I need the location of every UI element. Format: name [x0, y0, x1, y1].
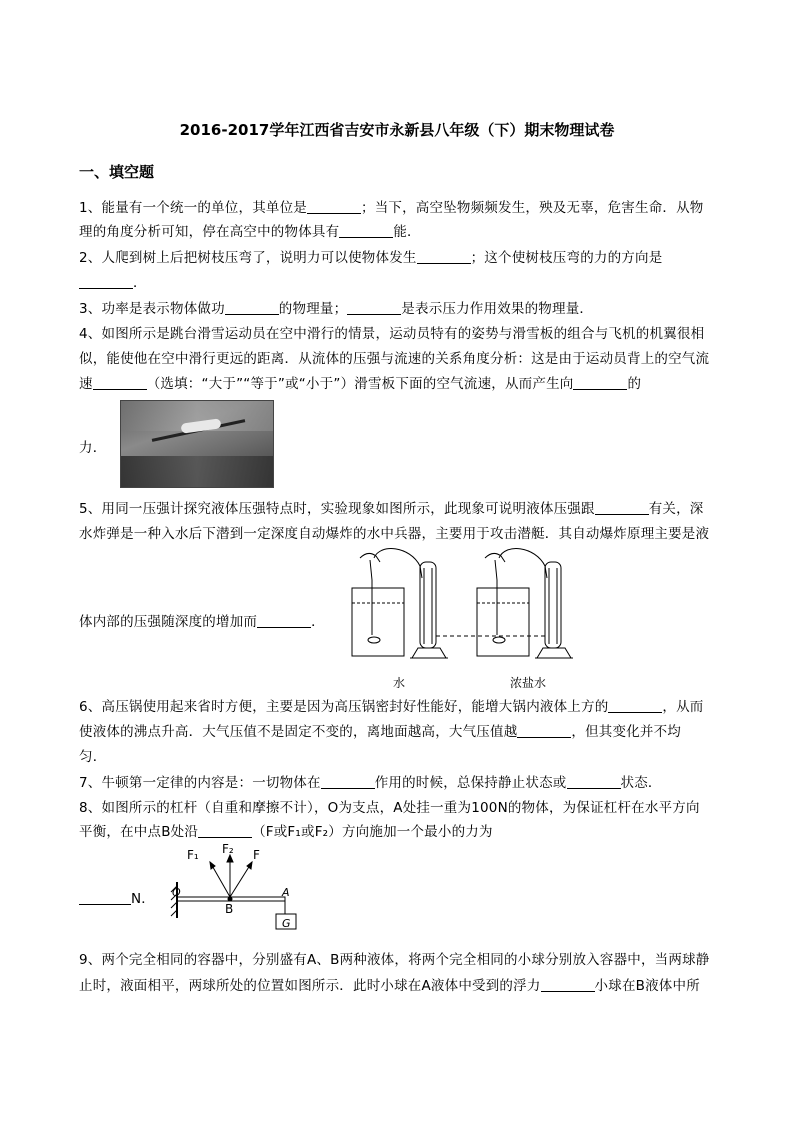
pressure-gauge-figure — [340, 548, 580, 670]
question-6-line-2 — [79, 720, 681, 740]
q1-text-c: 理的角度分析可知，停在高空中的物体具有 — [79, 224, 340, 240]
q2-text-b: ；这个使树枝压弯的力的方向是 — [470, 250, 663, 266]
question-4-line-1: 4、如图所示是跳台滑雪运动员在空中滑行的情景，运动员特有的姿势与滑雪板的组合与飞机的机翼很相 — [79, 326, 705, 342]
question-1-line-2 — [79, 220, 421, 240]
q8-blank-2[interactable] — [79, 890, 131, 905]
question-5-line-2: 水炸弹是一种入水后下潜到一定深度自动爆炸的水中兵器，主要用于攻击潜艇．其自动爆炸原理主要是液 — [79, 526, 710, 542]
q6-text-d: ，但其变化并不均 — [571, 724, 682, 740]
q6-text-a: 6、高压锅使用起来省时方便，主要是因为高压锅密封好性能好，能增大锅内液体上方的 — [79, 699, 609, 715]
q6-text-c: 使液体的沸点升高．大气压值不是固定不变的，离地面越高，大气压值越 — [79, 724, 518, 740]
q2-blank-1[interactable] — [417, 249, 471, 264]
q3-text-a: 3、功率是表示物体做功 — [79, 301, 225, 317]
figure-caption-salt-water: 浓盐水 — [510, 676, 547, 690]
q3-text-c: 是表示压力作用效果的物理量． — [401, 301, 594, 317]
q3-text-b: 的物理量； — [278, 301, 348, 317]
q7-blank-1[interactable] — [321, 774, 375, 789]
question-2-line-2 — [79, 271, 147, 291]
q1-blank-1[interactable] — [307, 199, 361, 214]
q3-blank-1[interactable] — [225, 300, 279, 315]
question-5-line-1 — [79, 497, 704, 517]
question-5-line-3 — [79, 610, 325, 630]
q9-text-a: 止时，液面相平，两球所处的位置如图所示．此时小球在A液体中受到的浮力 — [79, 978, 541, 994]
q1-text-d: 能． — [393, 224, 421, 240]
question-8-line-1: 8、如图所示的杠杆（自重和摩擦不计），O为支点，A处挂一重为100N的物体，为保证杠杆在水平方向 — [79, 800, 700, 816]
force-label-F1: F₁ — [187, 848, 199, 862]
q4-text-c: 的 — [627, 376, 642, 392]
q8-text-c: N． — [131, 891, 155, 907]
weight-label-G: G — [282, 917, 291, 930]
q5-text-a: 5、用同一压强计探究液体压强特点时，实验现象如图所示，此现象可说明液体压强跟 — [79, 501, 595, 517]
question-4-line-4: 力． — [79, 440, 107, 456]
q4-text-a: 速 — [79, 376, 93, 392]
q5-blank-1[interactable] — [595, 500, 649, 515]
q7-text-c: 状态． — [620, 775, 662, 791]
question-8-line-2 — [79, 820, 493, 840]
q8-blank-1[interactable] — [198, 823, 252, 838]
q4-blank-1[interactable] — [93, 375, 147, 390]
force-label-F: F — [253, 848, 260, 862]
force-label-F2: F₂ — [222, 842, 234, 856]
q6-blank-1[interactable] — [608, 698, 662, 713]
q8-text-b: （F或F₁或F₂）方向施加一个最小的力为 — [252, 824, 493, 840]
q2-blank-2[interactable] — [79, 274, 133, 289]
q1-text-a: 1、能量有一个统一的单位，其单位是 — [79, 200, 307, 216]
pivot-label-O: O — [172, 886, 181, 899]
q9-text-b: 小球在B液体中所 — [594, 978, 700, 994]
q5-text-c: 体内部的压强随深度的增加而 — [79, 614, 258, 630]
q5-text-d: ． — [311, 614, 325, 630]
q7-text-a: 7、牛顿第一定律的内容是：一切物体在 — [79, 775, 321, 791]
question-3-line-1 — [79, 297, 593, 317]
q2-text-c: ． — [133, 275, 147, 291]
q2-text-a: 2、人爬到树上后把树枝压弯了，说明力可以使物体发生 — [79, 250, 417, 266]
question-9-line-2 — [79, 974, 700, 994]
q9-blank-1[interactable] — [541, 977, 595, 992]
q5-blank-2[interactable] — [257, 613, 311, 628]
question-2-line-1 — [79, 246, 662, 266]
q1-blank-2[interactable] — [339, 223, 393, 238]
question-1-line-1 — [79, 196, 704, 216]
question-6-line-1 — [79, 695, 704, 715]
point-label-B: B — [225, 902, 234, 916]
q1-text-b: ；当下，高空坠物频频发生，殃及无辜，危害生命．从物 — [361, 200, 704, 216]
point-label-A: A — [282, 886, 290, 899]
q4-text-b: （选填：“大于”“等于”或“小于”）滑雪板下面的空气流速，从而产生向 — [146, 376, 574, 392]
q6-text-b: ，从而 — [662, 699, 704, 715]
q7-text-b: 作用的时候，总保持静止状态或 — [374, 775, 567, 791]
q6-blank-2[interactable] — [517, 723, 571, 738]
question-6-line-3: 匀． — [79, 749, 107, 765]
q3-blank-2[interactable] — [347, 300, 401, 315]
question-4-line-3 — [79, 372, 641, 392]
ski-jumper-photo — [120, 400, 274, 488]
q8-text-a: 平衡，在中点B处沿 — [79, 824, 199, 840]
question-4-line-2: 似，能使他在空中滑行更远的距离．从流体的压强与流速的关系角度分析：这是由于运动员背上的空气流 — [79, 351, 710, 367]
section-heading: 一、填空题 — [79, 163, 155, 181]
q5-text-b: 有关，深 — [648, 501, 704, 517]
question-7-line-1 — [79, 771, 662, 791]
question-8-line-3 — [79, 887, 155, 907]
q4-blank-2[interactable] — [573, 375, 627, 390]
q7-blank-2[interactable] — [567, 774, 621, 789]
figure-caption-water: 水 — [393, 676, 406, 690]
question-9-line-1: 9、两个完全相同的容器中，分别盛有A、B两种液体，将两个完全相同的小球分别放入容器中，当两球静 — [79, 952, 710, 968]
page-title: 2016-2017学年江西省吉安市永新县八年级（下）期末物理试卷 — [179, 121, 615, 139]
